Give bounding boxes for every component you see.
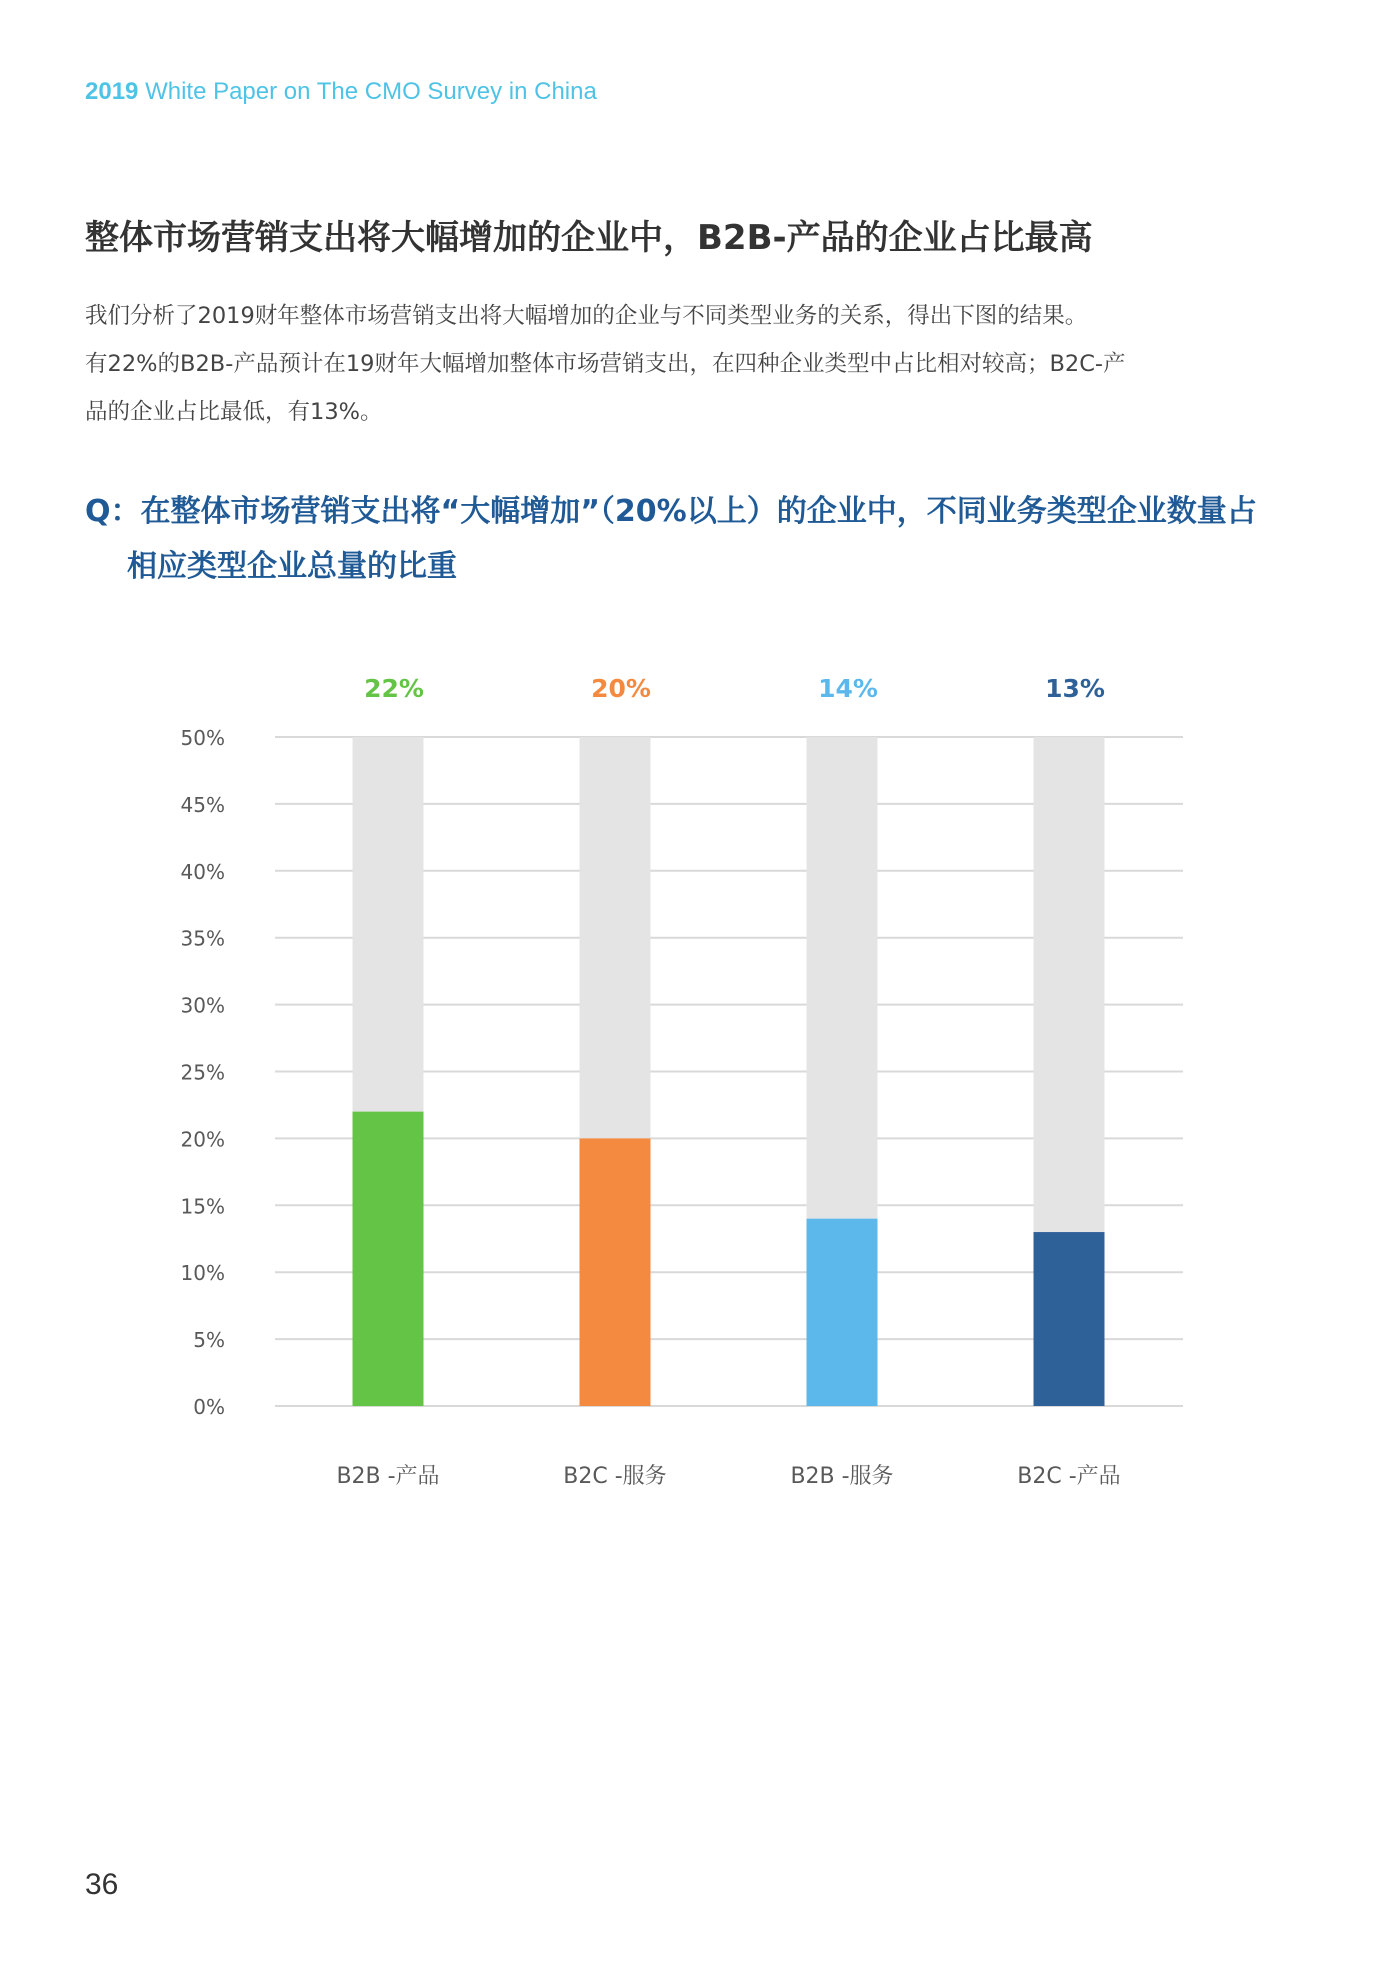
header-year: 2019	[85, 78, 139, 105]
body-paragraph-1: 我们分析了2019财年整体市场营销支出将大幅增加的企业与不同类型业务的关系，得出下图的结果。	[85, 303, 1088, 329]
bar	[807, 1219, 878, 1406]
y-tick-label: 25%	[180, 1060, 225, 1085]
x-tick-label: B2B -产品	[336, 1464, 440, 1489]
x-tick-label: B2C -服务	[563, 1464, 667, 1489]
y-tick-label: 15%	[180, 1194, 225, 1219]
header-title: White Paper on The CMO Survey in China	[145, 78, 597, 105]
data-label: 22%	[364, 674, 424, 703]
y-tick-label: 45%	[180, 792, 225, 817]
bar	[353, 1112, 424, 1406]
question-line-1: Q：在整体市场营销支出将“大幅增加”（20%以上）的企业中，不同业务类型企业数量占	[85, 494, 1257, 529]
x-tick-label: B2B -服务	[790, 1464, 894, 1489]
y-tick-label: 35%	[180, 926, 225, 951]
y-tick-label: 10%	[180, 1261, 225, 1286]
body-paragraph-2: 有22%的B2B-产品预计在19财年大幅增加整体市场营销支出，在四种企业类型中占比相对较高；B2C-产	[85, 351, 1126, 377]
data-label: 14%	[818, 674, 878, 703]
bar	[1034, 1232, 1105, 1406]
section-title: 整体市场营销支出将大幅增加的企业中，B2B-产品的企业占比最高	[85, 218, 1093, 258]
x-tick-label: B2C -产品	[1017, 1464, 1121, 1489]
data-label: 13%	[1045, 674, 1105, 703]
y-tick-label: 30%	[180, 993, 225, 1018]
y-tick-label: 5%	[193, 1328, 225, 1353]
bar	[580, 1138, 651, 1406]
y-tick-label: 20%	[180, 1127, 225, 1152]
question-line-2: 相应类型企业总量的比重	[127, 549, 457, 584]
y-tick-label: 0%	[193, 1395, 225, 1419]
data-label: 20%	[591, 674, 651, 703]
page-number: 36	[85, 1868, 119, 1901]
y-tick-label: 50%	[180, 726, 225, 750]
y-tick-label: 40%	[180, 859, 225, 884]
body-paragraph-3: 品的企业占比最低，有13%。	[85, 399, 383, 425]
